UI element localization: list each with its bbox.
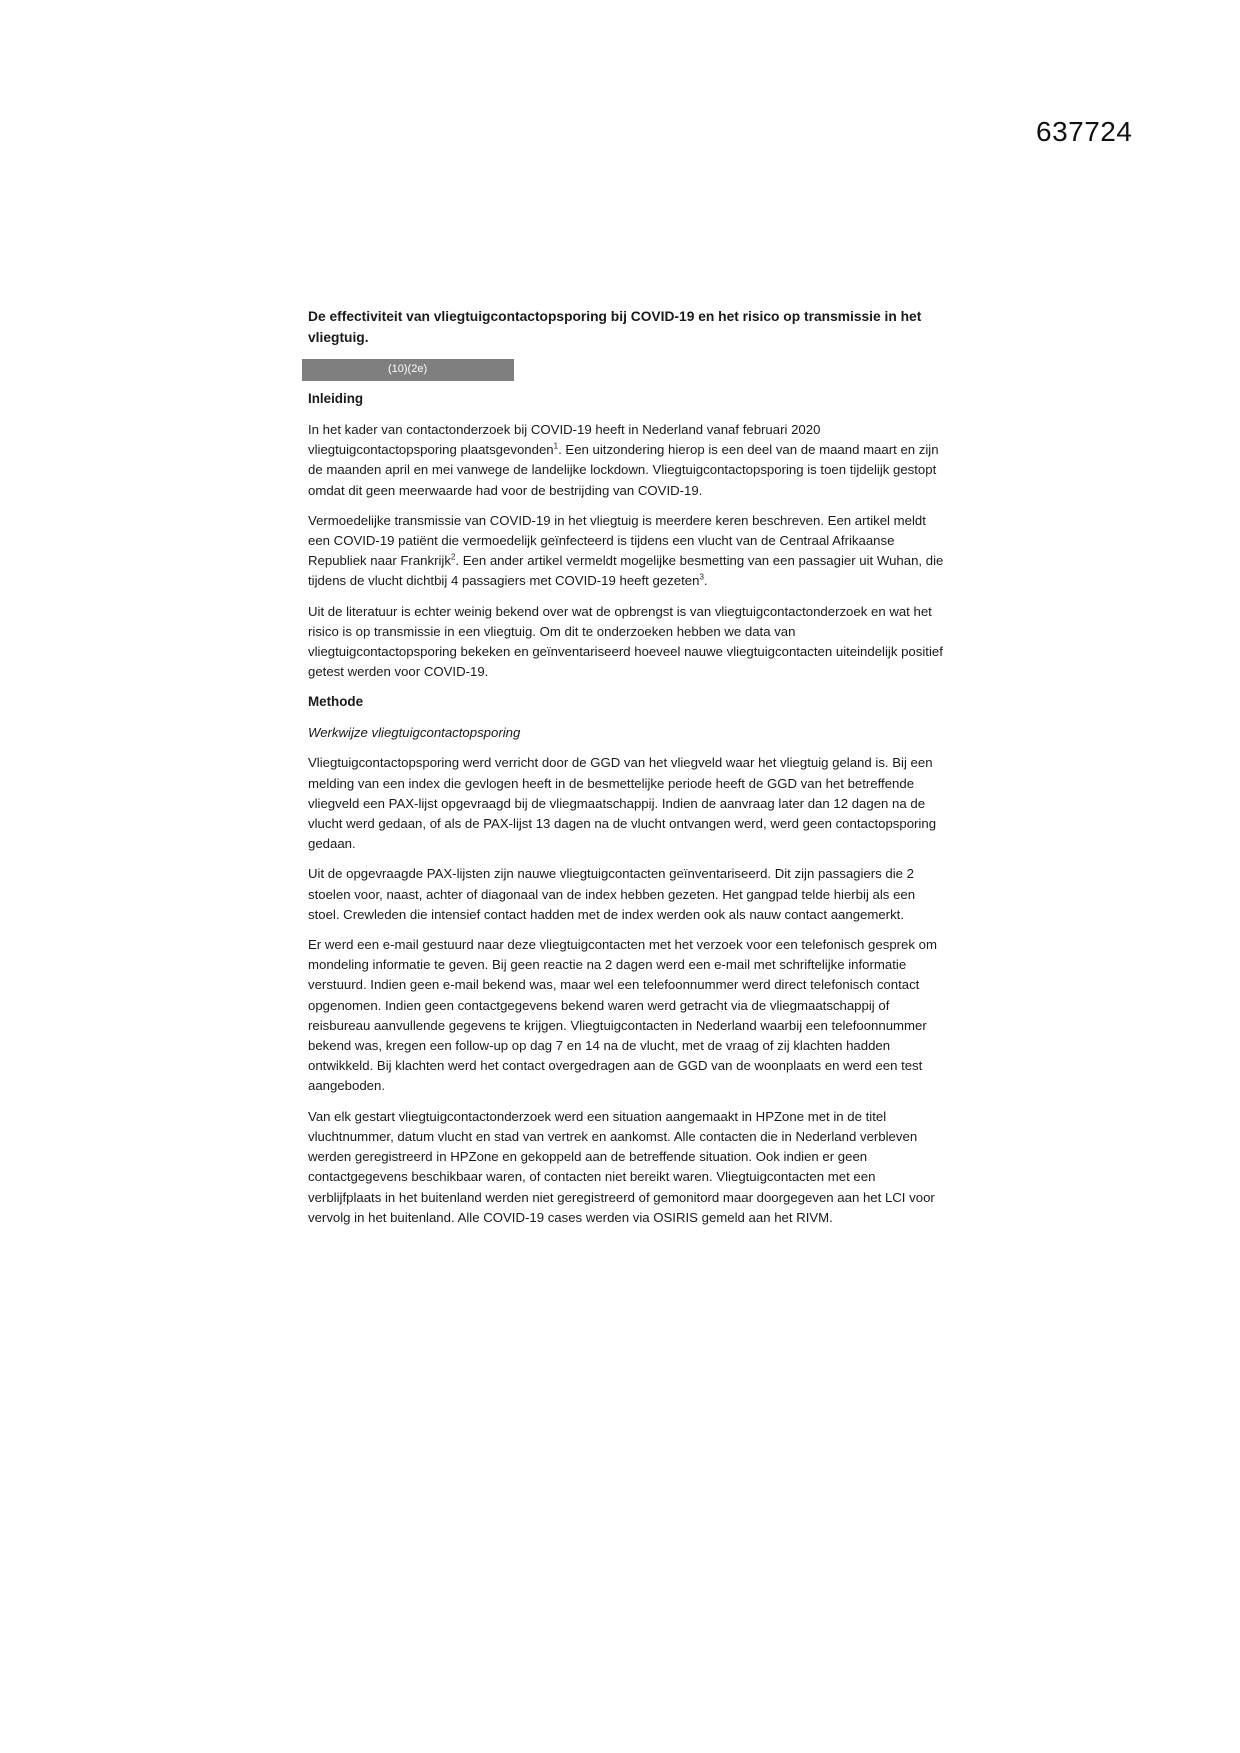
paragraph bbox=[308, 420, 944, 501]
footnote-ref: 2 bbox=[450, 552, 456, 562]
heading-methode: Methode bbox=[308, 694, 364, 710]
paragraph: Vliegtuigcontactopsporing werd verricht door de GGD van het vliegveld waar het vliegtuig geland is. Bij een melding van een index die gevlogen heeft in de besmettelijke periode heeft de GGD van het betreffende vliegveld een PAX-lijst opgevraagd bij de vliegmaatschappij. Indien de aanvraag later dan 12 dagen na de vlucht werd gedaan, of als de PAX-lijst 13 dagen na de vlucht ontvangen werd, werd geen contactopsporing gedaan. bbox=[308, 755, 937, 852]
paragraph-text: In het kader van contactonderzoek bij COVID-19 heeft in Nederland vanaf februari 2020 vliegtuigcontactopsporing plaatsgevonden bbox=[308, 422, 821, 458]
paragraph-text: Vermoedelijke transmissie van COVID-19 in het vliegtuig is meerdere keren beschreven. Een artikel meldt een COVID-19 patiënt die vermoedelijk geïnfecteerd is tijdens een vlucht van de Centraal Afrikaanse Republiek naar Frankrijk bbox=[308, 512, 926, 569]
paragraph: Van elk gestart vliegtuigcontactonderzoek werd een situation aangemaakt in HPZone met in de titel vluchtnummer, datum vlucht en stad van vertrek en aankomst. Alle contacten die in Nederland verbleven werden geregistreerd in HPZone en gekoppeld aan de betreffende situation. Ook indien er geen contactgegevens beschikbaar waren, of contacten niet bereikt waren. Vliegtuigcontacten met een verblijfplaats in het buitenland werden niet geregistreerd of gemonitord maar doorgegeven aan het LCI voor vervolg in het buitenland. Alle COVID-19 cases werden via OSIRIS gemeld aan het RIVM. bbox=[308, 1108, 935, 1225]
redaction-bar bbox=[302, 359, 514, 381]
document-title: De effectiviteit van vliegtuigcontactopsporing bij COVID-19 en het risico op transmissie in het vliegtuig. bbox=[308, 309, 922, 345]
heading-inleiding: Inleiding bbox=[308, 391, 364, 406]
paragraph: Er werd een e-mail gestuurd naar deze vliegtuigcontacten met het verzoek voor een telefonisch gesprek om mondeling informatie te geven. Bij geen reactie na 2 dagen werd een e-mail met schriftelijke informatie verstuurd. Indien geen e-mail bekend was, maar wel een telefoonnummer werd direct telefonisch contact opgenomen. Indien geen contactgegevens bekend waren werd getracht via de vliegmaatschappij of reisbureau aanvullende gegevens te krijgen. Vliegtuigcontacten in Nederland waarbij een telefoonnummer bekend was, kregen een follow-up op dag 7 en 14 na de vlucht, met de vraag of zij klachten hadden ontwikkeld. Bij klachten werd het contact overgedragen aan de GGD van de woonplaats en werd een test aangeboden. bbox=[308, 937, 937, 1094]
redaction-label: (10)(2e) bbox=[388, 363, 428, 375]
footnote-ref: 3 bbox=[699, 573, 704, 583]
paragraph bbox=[308, 511, 944, 592]
paragraph: Uit de opgevraagde PAX-lijsten zijn nauwe vliegtuigcontacten geïnventariseerd. Dit zijn passagiers die 2 stoelen voor, naast, achter of diagonaal van de index hebben gezeten. Het gangpad telde hierbij als een stoel. Crewleden die intensief contact hadden met de index werden ook als nauw contact aangemerkt. bbox=[308, 866, 916, 922]
paragraph-text: . bbox=[703, 573, 708, 589]
paragraph-text: . Een uitzondering hierop is een deel van de maand maart en zijn de maanden april en mei vanwege de landelijke lockdown. Vliegtuigcontactopsporing is toen tijdelijk gestopt omdat dit geen meerwaarde had voor de bestrijding van COVID-19. bbox=[308, 442, 939, 498]
paragraph-text: . Een ander artikel vermeldt mogelijke besmetting van een passagier uit Wuhan, die tijdens de vlucht dichtbij 4 passagiers met COVID-19 heeft gezeten bbox=[308, 553, 944, 589]
document-number: 637724 bbox=[1036, 116, 1133, 147]
document-body bbox=[308, 307, 944, 1238]
footnote-ref: 1 bbox=[553, 441, 559, 451]
subheading-werkwijze: Werkwijze vliegtuigcontactopsporing bbox=[308, 725, 521, 741]
paragraph: Uit de literatuur is echter weinig bekend over wat de opbrengst is van vliegtuigcontactonderzoek en wat het risico is op transmissie in een vliegtuig. Om dit te onderzoeken hebben we data van vliegtuigcontactopsporing bekeken en geïnventariseerd hoeveel nauwe vliegtuigcontacten uiteindelijk positief getest werden voor COVID-19. bbox=[308, 603, 943, 680]
